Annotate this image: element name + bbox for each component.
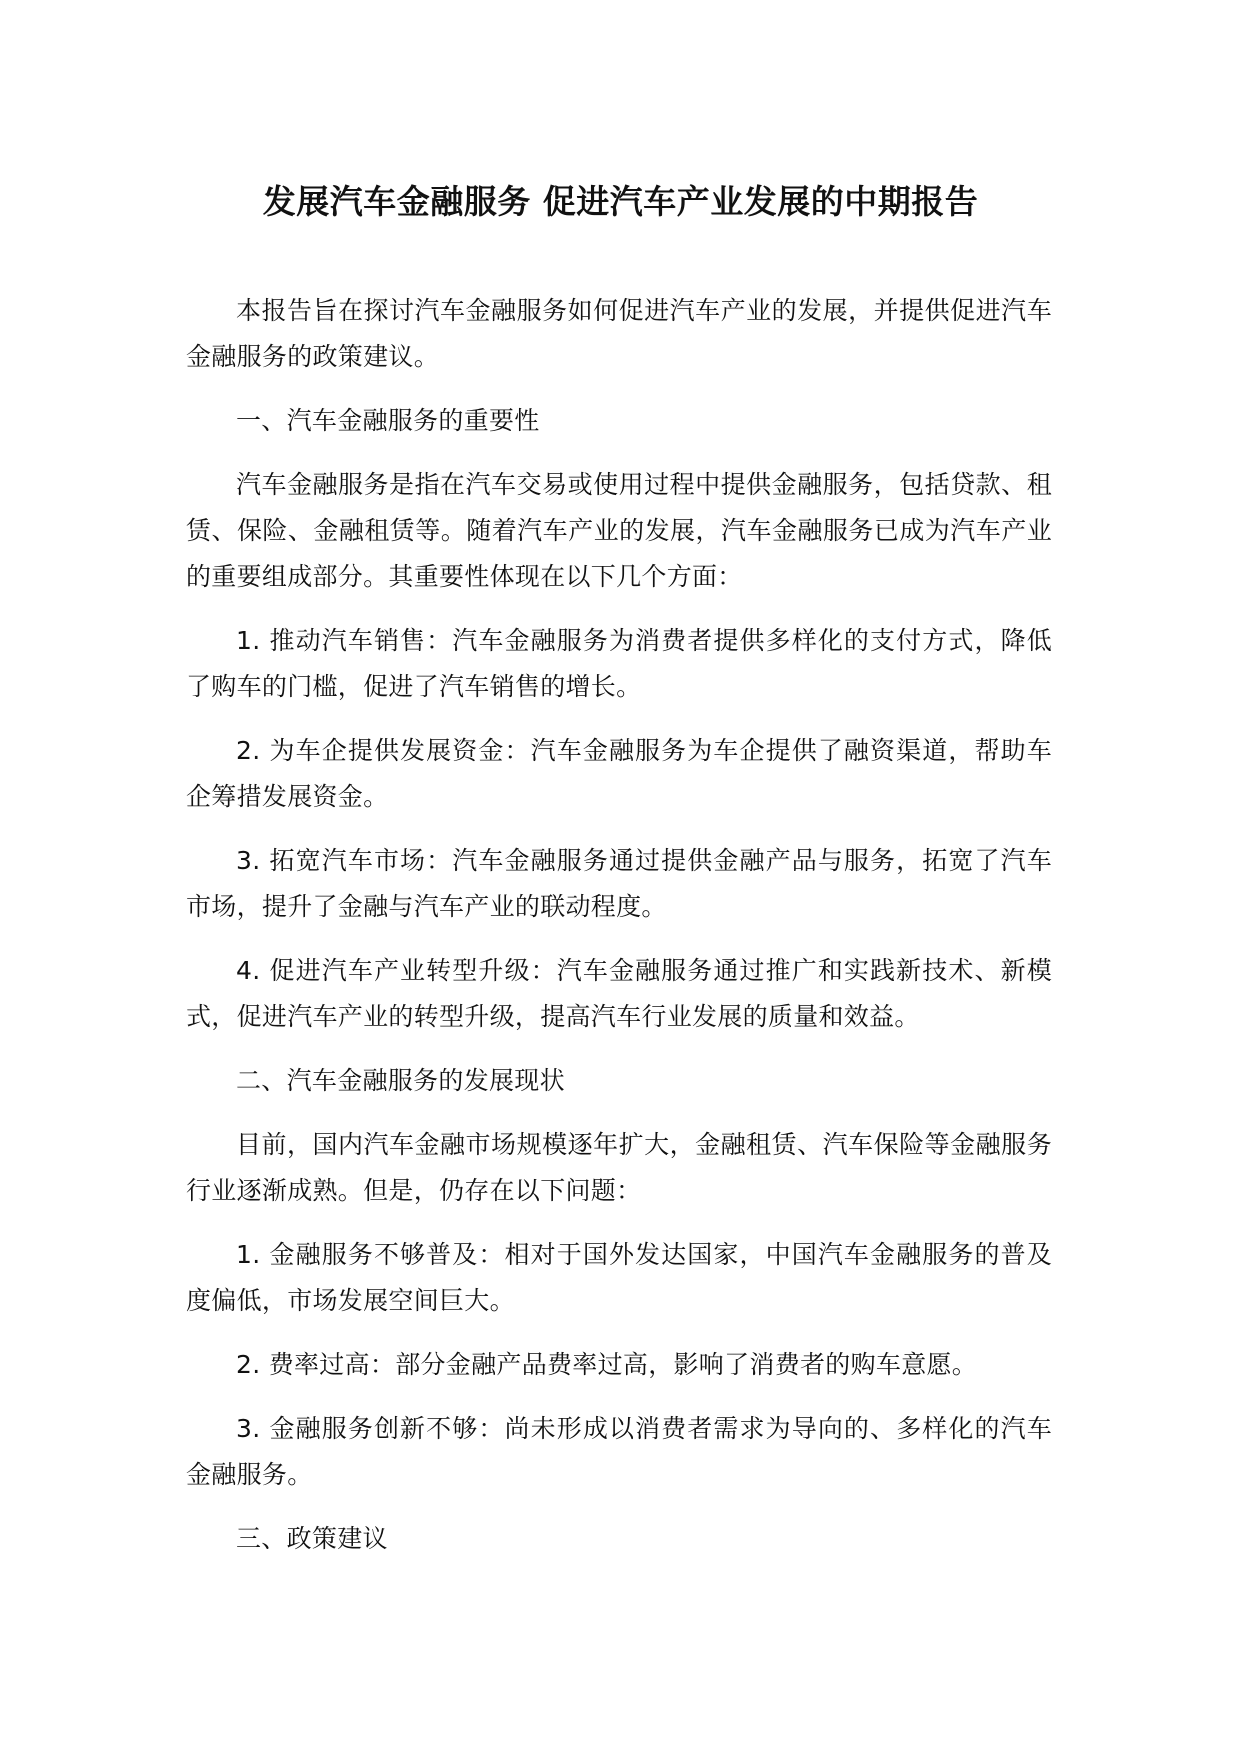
list-item: 2. 为车企提供发展资金：汽车金融服务为车企提供了融资渠道，帮助车企筹措发展资金。 bbox=[186, 736, 1052, 811]
list-item: 1. 金融服务不够普及：相对于国外发达国家，中国汽车金融服务的普及度偏低，市场发展空间巨大。 bbox=[186, 1240, 1052, 1315]
section-heading-status: 二、汽车金融服务的发展现状 bbox=[236, 1066, 565, 1095]
list-item: 2. 费率过高：部分金融产品费率过高，影响了消费者的购车意愿。 bbox=[236, 1350, 978, 1379]
list-item: 3. 金融服务创新不够：尚未形成以消费者需求为导向的、多样化的汽车金融服务。 bbox=[186, 1414, 1052, 1489]
list-item: 1. 推动汽车销售：汽车金融服务为消费者提供多样化的支付方式，降低了购车的门槛，促进了汽车销售的增长。 bbox=[186, 626, 1052, 701]
list-item: 4. 促进汽车产业转型升级：汽车金融服务通过推广和实践新技术、新模式，促进汽车产业的转型升级，提高汽车行业发展的质量和效益。 bbox=[186, 956, 1052, 1031]
intro-paragraph: 本报告旨在探讨汽车金融服务如何促进汽车产业的发展，并提供促进汽车金融服务的政策建议。 bbox=[186, 296, 1052, 371]
body-paragraph: 汽车金融服务是指在汽车交易或使用过程中提供金融服务，包括贷款、租赁、保险、金融租赁等。随着汽车产业的发展，汽车金融服务已成为汽车产业的重要组成部分。其重要性体现在以下几个方面： bbox=[186, 470, 1052, 591]
section-heading-policy: 三、政策建议 bbox=[236, 1524, 388, 1553]
body-paragraph: 目前，国内汽车金融市场规模逐年扩大，金融租赁、汽车保险等金融服务行业逐渐成熟。但是，仍存在以下问题： bbox=[186, 1130, 1052, 1205]
document-body bbox=[186, 288, 1052, 1580]
list-item: 3. 拓宽汽车市场：汽车金融服务通过提供金融产品与服务，拓宽了汽车市场，提升了金融与汽车产业的联动程度。 bbox=[186, 846, 1052, 921]
document-title: 发展汽车金融服务 促进汽车产业发展的中期报告 bbox=[262, 182, 979, 221]
section-heading-importance: 一、汽车金融服务的重要性 bbox=[236, 406, 540, 435]
